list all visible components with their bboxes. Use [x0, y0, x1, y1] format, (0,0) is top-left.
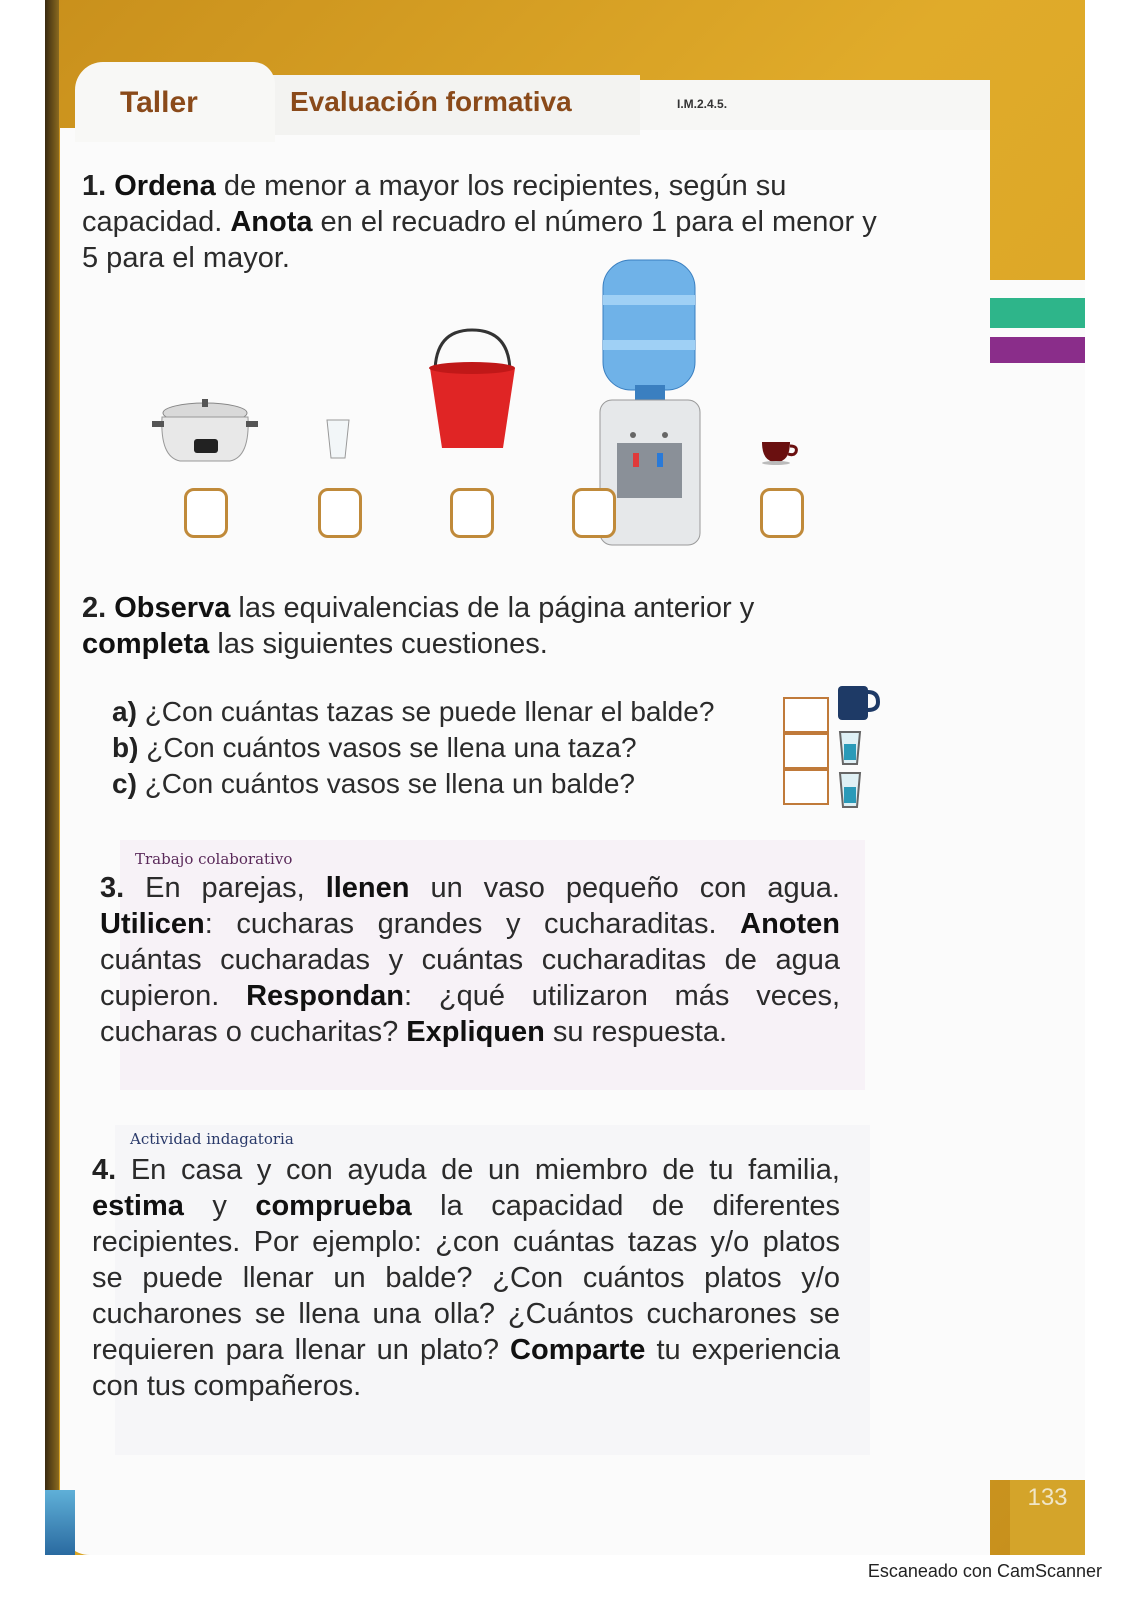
bold-word: Expliquen: [406, 1016, 545, 1048]
answer-square-c[interactable]: [783, 769, 829, 805]
subquestion-a: [112, 694, 714, 730]
subquestion-b: [112, 730, 637, 766]
question-text: de menor a mayor los recipientes, según su capacidad.: [82, 170, 787, 238]
cup-icon: [758, 438, 800, 466]
item-letter: a): [112, 696, 137, 727]
bold-word: Comparte: [510, 1334, 646, 1366]
slow-cooker-icon: [150, 395, 260, 470]
glass-icon: [325, 418, 351, 460]
question-text: : cucharas grandes y cucharaditas.: [204, 908, 741, 940]
bold-word: Respondan: [246, 980, 405, 1012]
bold-word: estima: [92, 1190, 184, 1222]
question-text: en el recuadro el número 1 para el menor y 5 para el mayor.: [82, 206, 877, 274]
page-right-margin: [990, 280, 1085, 1480]
item-letter: b): [112, 732, 139, 763]
item-letter: c): [112, 768, 137, 799]
collaborative-tag: Trabajo colaborativo: [135, 850, 293, 868]
answer-box-3[interactable]: [450, 488, 494, 538]
question-2: [82, 590, 872, 662]
scanner-watermark: Escaneado con CamScanner: [867, 1561, 1102, 1581]
book-spine-edge: [45, 0, 59, 1555]
bold-word: Utilicen: [100, 908, 205, 940]
glass-icon: [838, 730, 862, 766]
question-text: : ¿qué utilizaron más veces, cucharas o cucharitas?: [100, 980, 841, 1048]
mug-icon: [836, 684, 880, 722]
question-4: [92, 1152, 840, 1404]
question-number: 1.: [82, 170, 107, 202]
question-text: las siguientes cuestiones.: [209, 628, 548, 660]
question-number: 4.: [92, 1154, 117, 1186]
bold-word: Observa: [114, 592, 231, 624]
evaluacion-label: Evaluación formativa: [290, 86, 572, 117]
item-text: ¿Con cuántos vasos se llena una taza?: [146, 732, 637, 763]
question-text: las equivalencias de la página anterior y: [230, 592, 755, 624]
question-text: tu experiencia con tus compañeros.: [92, 1334, 840, 1402]
page-number: 133: [1010, 1480, 1085, 1555]
research-tag: Actividad indagatoria: [130, 1130, 294, 1148]
answer-box-2[interactable]: [318, 488, 362, 538]
question-number: 2.: [82, 592, 107, 624]
answer-box-5[interactable]: [760, 488, 804, 538]
blue-corner-decoration: [45, 1490, 75, 1555]
question-text: su respuesta.: [544, 1016, 728, 1048]
question-3: [100, 870, 840, 1050]
answer-box-4[interactable]: [572, 488, 616, 538]
question-number: 3.: [100, 872, 125, 904]
green-section-tab: [990, 298, 1085, 328]
question-text: En casa y con ayuda de un miembro de tu familia,: [130, 1154, 840, 1186]
bold-word: Anota: [230, 206, 313, 238]
subquestion-c: [112, 766, 635, 802]
question-text: En parejas,: [145, 872, 326, 904]
bold-word: Ordena: [114, 170, 216, 202]
bold-word: Anoten: [740, 908, 840, 940]
answer-square-b[interactable]: [783, 733, 829, 769]
glass-icon: [838, 771, 862, 809]
item-text: ¿Con cuántos vasos se llena un balde?: [144, 768, 636, 799]
skill-code: I.M.2.4.5.: [677, 97, 728, 111]
item-text: ¿Con cuántas tazas se puede llenar el balde?: [144, 696, 715, 727]
bold-word: comprueba: [255, 1190, 412, 1222]
question-text: la capacidad de diferentes recipientes. Por ejemplo: ¿con cuántas tazas y/o platos se puede llenar un balde? ¿Con cuántos platos y/o cucharones se llena una olla? ¿Cuántos cucharones se requieren para llenar un plato?: [92, 1190, 840, 1366]
answer-square-a[interactable]: [783, 697, 829, 733]
answer-box-1[interactable]: [184, 488, 228, 538]
question-1: [82, 168, 882, 276]
bold-word: completa: [82, 628, 210, 660]
question-text: un vaso pequeño con agua.: [409, 872, 840, 904]
bucket-icon: [425, 328, 520, 453]
bold-word: llenen: [325, 872, 410, 904]
question-text: y: [183, 1190, 256, 1222]
purple-section-tab: [990, 337, 1085, 363]
taller-label: Taller: [120, 86, 198, 119]
question-text: cuántas cucharadas y cuántas cucharaditas de agua cupieron.: [100, 944, 840, 1012]
